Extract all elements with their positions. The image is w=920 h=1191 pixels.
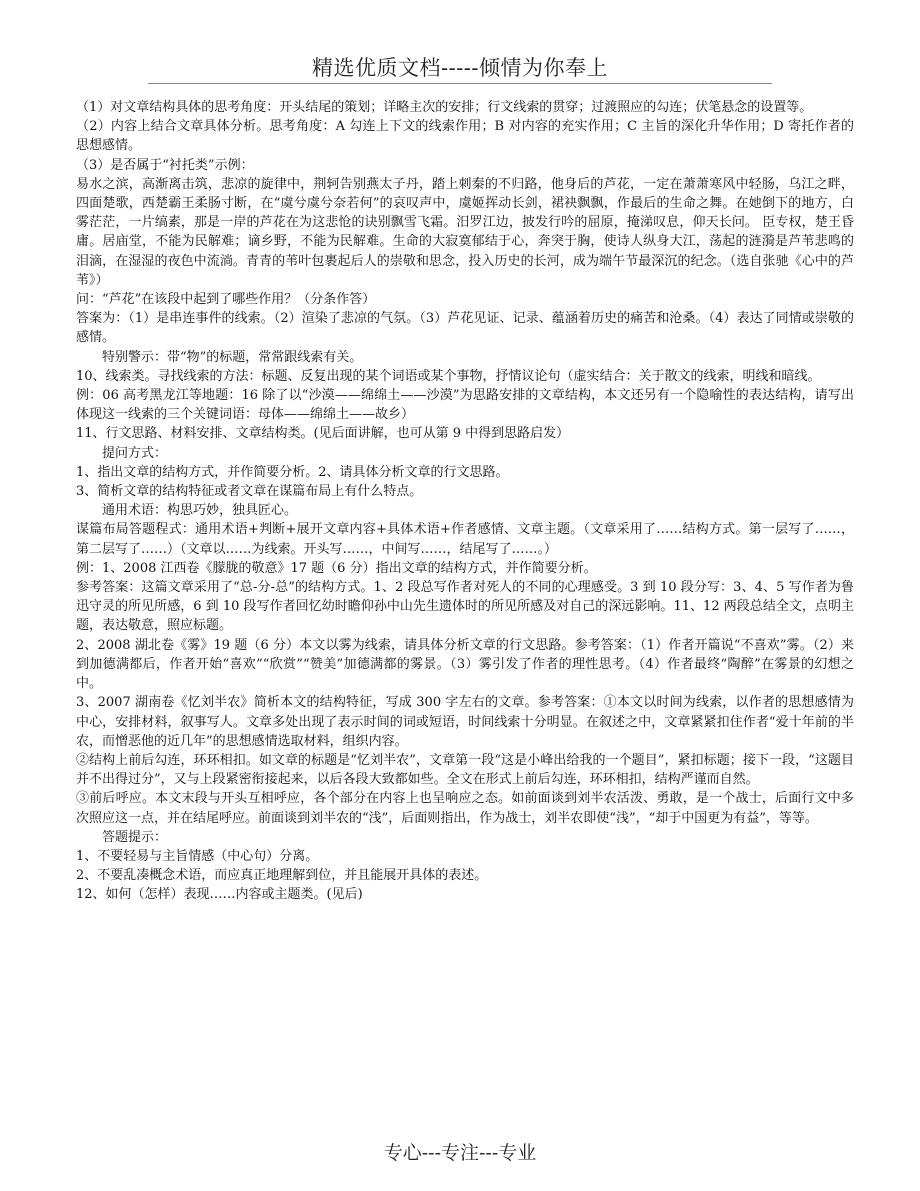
example-passage: 易水之滨，高渐离击筑，悲凉的旋律中，荆轲告别燕太子丹，踏上刺秦的不归路，他身后的芦花，一定在萧萧寒风中轻肠，乌江之畔，四面楚歌，西楚霸王柔肠寸断，在“虞兮虞兮奈若何”的哀叹声中，虞姬挥动长剑，裙袂飘飘，作最后的生命之舞。在她倒下的地方，白雾茫茫，一片缟素，那是一岸的芦花在为这悲怆的诀别飘雪飞霜。汨罗江边，披发行吟的屈原，掩涕叹息，仰天长问。 臣专权，楚王昏庸。居庙堂，不能为民解难；谪乡野，不能为民解难。生命的大寂寞郁结于心，奔突于胸，使诗人纵身大江，荡起的涟漪是芦苇悲鸣的泪滴，在湿湿的夜色中流淌。青青的苇叶包裹起后人的崇敬和思念，投入历史的长河，成为端午节最深沉的纪念。（选自张驰《心中的芦苇》） [76, 176, 854, 288]
page-footer: 专心---专注---专业 [383, 1142, 537, 1164]
paragraph: （1）对文章结构具体的思考角度：开头结尾的策划；详略主次的安排；行文线索的贯穿；过渡照应的勾连；伏笔悬念的设置等。 [76, 100, 813, 115]
paragraph: 例：1、2008 江西卷《朦胧的敬意》17 题（6 分）指出文章的结构方式，并作简要分析。 [76, 560, 597, 576]
paragraph: （2）内容上结合文章具体分析。思考角度：A 勾连上下文的线索作用；B 对内容的充实作用；C 主旨的深化升华作用；D 寄托作者的思想感情。 [76, 119, 854, 154]
list-item: 3、简析文章的结构特征或者文章在谋篇布局上有什么特点。 [76, 484, 423, 500]
paragraph: （3）是否属于“衬托类”示例： [76, 157, 254, 173]
list-item: 2、不要乱凑概念术语，而应真正地理解到位，并且能展开具体的表述。 [76, 868, 488, 884]
subheading: 提问方式： [102, 445, 168, 461]
paragraph: ③前后呼应。本文末段与开头互相呼应，各个部分在内容上也呈响应之态。如前面谈到刘半农活泼、勇敢，是一个战士，后面行文中多次照应这一点，并在结尾呼应。前面谈到刘半农的“浅”，后面则指出，作为战士，刘半农即使“浅”，“却于中国更为有益”，等等。 [76, 791, 854, 826]
section-heading: 11、行文思路、材料安排、文章结构类。(见后面讲解，也可从第 9 中得到思路启发） [76, 426, 570, 442]
list-item: 1、不要轻易与主旨情感（中心句）分离。 [76, 848, 319, 864]
section-heading: 10、线索类。寻找线索的方法：标题、反复出现的某个词语或某个事物，抒情议论句（虚实结合：关于散文的线索，明线和暗线。 [76, 368, 821, 384]
document-body [76, 98, 854, 905]
paragraph: ②结构上前后勾连，环环相扣。如文章的标题是“忆刘半农”，文章第一段“这是小峰出给我的一个题目”，紧扣标题；接下一段，“这题目并不出得过分”，又与上段紧密衔接起来，以后各段大致都如些。全文在形式上前后勾连，环环相扣，结构严谨而自然。 [76, 752, 854, 788]
question: 问：“芦花”在该段中起到了哪些作用？（分条作答） [76, 292, 376, 308]
subheading: 通用术语：构思巧妙，独具匠心。 [102, 503, 298, 519]
paragraph: 3、2007 湖南卷《忆刘半农》简析本文的结构特征，写成 300 字左右的文章。参考答案：①本文以时间为线索，以作者的思想感情为中心，安排材料，叙事写人。文章多处出现了表示时间的词或短语，时间线索十分明显。在叙述之中，文章紧紧扣住作者“爱十年前的半农，而憎恶他的近几年”的思想感情选取材料，组织内容。 [76, 695, 854, 749]
paragraph: 谋篇布局答题程式：通用术语+判断+展开文章内容+具体术语+作者感情、文章主题。（文章采用了……结构方式。第一层写了……，第二层写了……）（文章以……为线索。开头写……，中间写……，结尾写了……。） [76, 522, 854, 557]
paragraph: 参考答案：这篇文章采用了“总-分-总”的结构方式。1、2 段总写作者对死人的不同的心理感受。3 到 10 段分写：3、4、5 写作者为鲁迅守灵的所见所感，6 到 10 段写作者回忆幼时瞻仰孙中山先生遗体时的所见所感及对自己的深远影响。11、12 两段总结全文，点明主题，表达敬意，照应标题。 [76, 580, 854, 634]
section-heading: 12、如何（怎样）表现……内容或主题类。(见后) [76, 887, 363, 903]
subheading: 答题提示： [102, 829, 168, 845]
paragraph: 2、2008 湖北卷《雾》19 题（6 分）本文以雾为线索，请具体分析文章的行文思路。参考答案：（1）作者开篇说“不喜欢”雾。（2）来到加德满都后，作者开始“喜欢”“欣赏”“赞美”加德满都的雾景。（3）雾引发了作者的理性思考。（4）作者最终“陶醉”在雾景的幻想之中。 [76, 637, 854, 692]
paragraph: 例：06 高考黑龙江等地题：16 除了以“沙漠——绵绵土——沙漠”为思路安排的文章结构，本文还另有一个隐喻性的表达结构，请写出体现这一线索的三个关键词语：母体——绵绵土——故乡） [76, 388, 854, 423]
page-header: 精选优质文档-----倾情为你奉上 [312, 56, 608, 80]
warning-note: 特别警示：带“物”的标题，常常跟线索有关。 [102, 349, 363, 365]
header-divider [148, 83, 772, 84]
list-item: 1、指出文章的结构方式，并作简要分析。2、请具体分析文章的行文思路。 [76, 464, 509, 480]
answer: 答案为：（1）是串连事件的线索。（2）渲染了悲凉的气氛。（3）芦花见证、记录、蕴涵着历史的痛苦和沧桑。（4）表达了同情或崇敬的感情。 [76, 311, 854, 346]
